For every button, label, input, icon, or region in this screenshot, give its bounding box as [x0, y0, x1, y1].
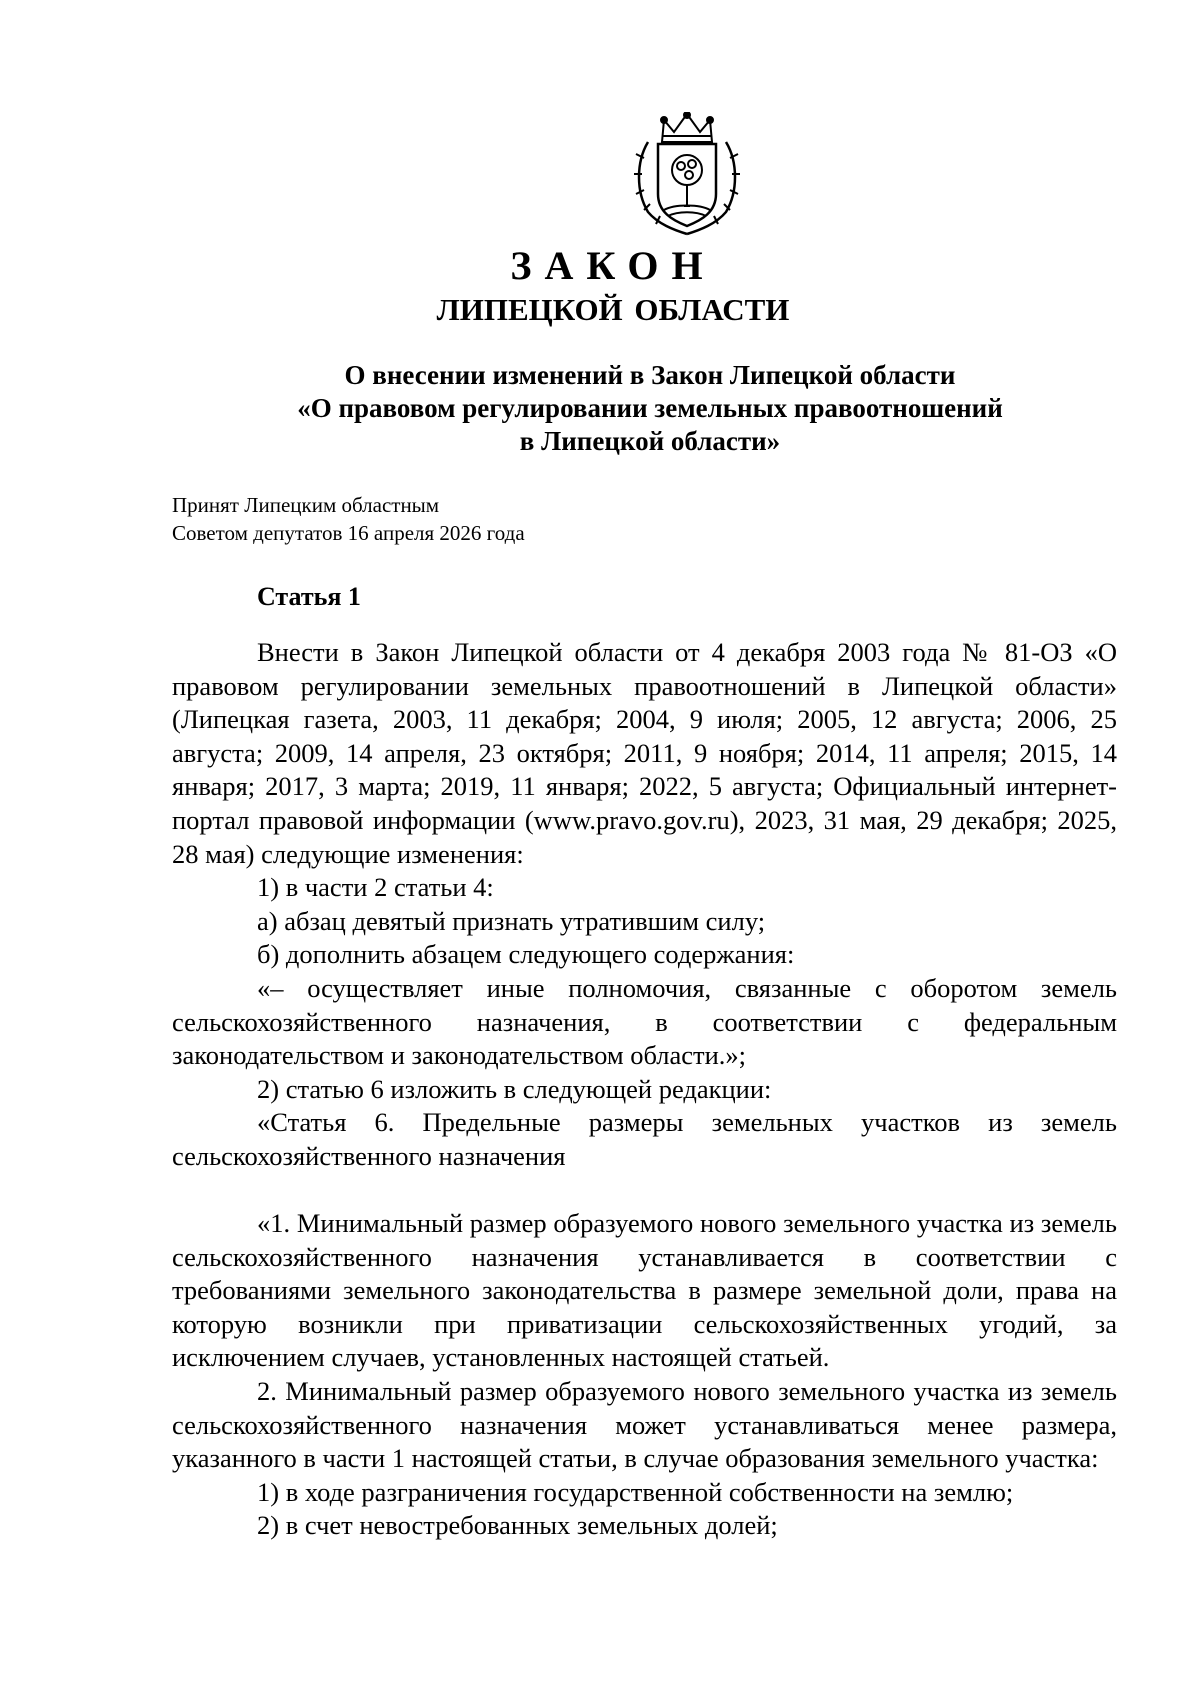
article-paragraph: 2) статью 6 изложить в следующей редакции: [257, 1073, 772, 1104]
document-title: ЗАКОН [510, 243, 716, 288]
subject-line: О внесении изменений в Закон Липецкой области [344, 360, 956, 390]
blank-line [172, 1174, 1117, 1208]
article-paragraph: «– осуществляет иные полномочия, связанные с оборотом земель сельскохозяйственного назначения, в соответствии с федеральным законодательством и законодательством области.»; [172, 972, 1117, 1071]
article-paragraph: 1) в части 2 статьи 4: [257, 872, 494, 903]
article-paragraph: «Статья 6. Предельные размеры земельных участков из земель сельскохозяйственного назначения [172, 1107, 1117, 1171]
subject-line: «О правовом регулировании земельных правоотношений [297, 393, 1003, 423]
article-paragraph: 2) в счет невостребованных земельных долей; [257, 1510, 778, 1541]
article-paragraph: 2. Минимальный размер образуемого нового земельного участка из земель сельскохозяйственного назначения может устанавливаться менее размера, указанного в части 1 настоящей статьи, в случае образования земельного участка: [172, 1376, 1117, 1474]
article-body [172, 636, 1117, 1543]
article-paragraph: 1) в ходе разграничения государственной собственности на землю; [257, 1476, 1014, 1507]
article-paragraph: б) дополнить абзацем следующего содержания: [257, 939, 795, 970]
document-region: ЛИПЕЦКОЙ ОБЛАСТИ [436, 292, 790, 327]
article-paragraph: «1. Минимальный размер образуемого нового земельного участка из земель сельскохозяйственного назначения устанавливается в соответствии с требованиями земельного законодательства в размере земельной доли, права на которую возникли при приватизации сельскохозяйственных угодий, за исключением случаев, установленных настоящей статьей. [172, 1208, 1117, 1373]
law-subject [170, 359, 1130, 458]
article-paragraph: Внести в Закон Липецкой области от 4 декабря 2003 года № 81-ОЗ «О правовом регулировании земельных правоотношений в Липецкой области» (Липецкая газета, 2003, 11 декабря; 2004, 9 июля; 2005, 12 августа; 2006, 25 августа; 2009, 14 апреля, 23 октября; 2011, 9 ноября; 2014, 11 апреля; 2015, 14 января; 2017, 3 марта; 2019, 11 января; 2022, 5 августа; Официальный интернет-портал правовой информации (www.pravo.gov.ru), 2023, 31 мая, 29 декабря; 2025, 28 мая) следующие изменения: [172, 637, 1117, 869]
adoption-note [172, 491, 525, 547]
coat-of-arms-icon [634, 112, 740, 238]
article-heading: Статья 1 [257, 582, 361, 611]
adoption-line: Принят Липецким областным [172, 493, 440, 517]
subject-line: в Липецкой области» [519, 426, 781, 456]
adoption-line: Советом депутатов 16 апреля 2026 года [172, 521, 525, 545]
article-paragraph: а) абзац девятый признать утратившим силу; [257, 905, 766, 936]
